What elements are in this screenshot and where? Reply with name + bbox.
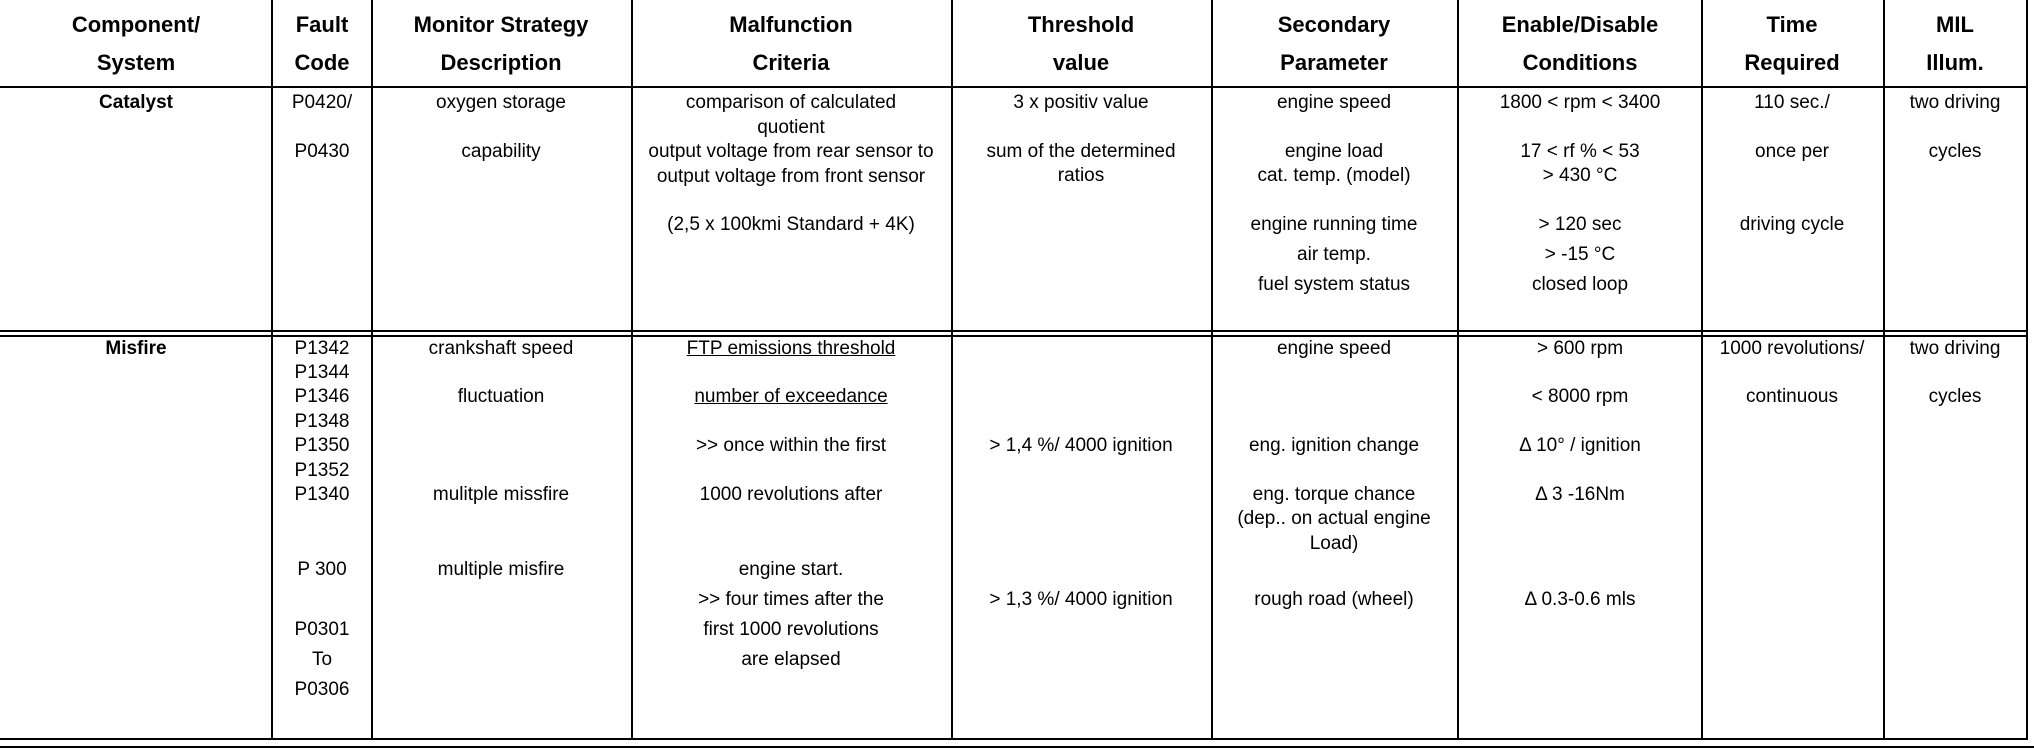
catalyst-criteria: output voltage from rear sensor to output voltage from front sensor — [648, 141, 934, 187]
header-secondary: Secondary — [1277, 12, 1391, 37]
catalyst-time: 110 sec./ — [1754, 92, 1830, 113]
misfire-code: P1350 — [294, 435, 350, 456]
header-code: Code — [294, 50, 350, 75]
catalyst-component: Catalyst — [99, 92, 173, 113]
header-system: System — [96, 50, 176, 75]
misfire-time: continuous — [1746, 386, 1838, 407]
misfire-threshold: > 1,4 %/ 4000 ignition — [989, 435, 1173, 456]
misfire-secondary: eng. ignition change — [1248, 435, 1420, 456]
page-bottom-rule — [0, 746, 2034, 748]
misfire-enable: > 600 rpm — [1536, 338, 1624, 359]
catalyst-enable: > -15 °C — [1544, 244, 1616, 265]
row-divider-line — [0, 330, 2028, 332]
catalyst-enable: closed loop — [1531, 274, 1629, 295]
misfire-code: P0301 — [294, 619, 350, 640]
misfire-secondary: engine speed — [1276, 338, 1392, 359]
header-description: Description — [440, 50, 562, 75]
misfire-time: 1000 revolutions/ — [1719, 338, 1865, 359]
misfire-criteria: FTP emissions threshold — [686, 338, 896, 359]
grid-line — [371, 0, 373, 740]
header-time: Time — [1766, 12, 1818, 37]
catalyst-mil: cycles — [1928, 141, 1982, 162]
header-value: value — [1052, 50, 1110, 75]
misfire-criteria: >> once within the first — [695, 435, 887, 456]
catalyst-enable: 1800 < rpm < 3400 — [1499, 92, 1661, 113]
grid-line — [951, 0, 953, 740]
misfire-criteria: first 1000 revolutions — [703, 619, 879, 640]
header-threshold: Threshold — [1027, 12, 1135, 37]
grid-line — [631, 0, 633, 740]
grid-line — [1211, 0, 1213, 740]
header-fault: Fault — [295, 12, 349, 37]
catalyst-mil: two driving — [1909, 92, 2001, 113]
catalyst-secondary: engine load — [1284, 141, 1384, 162]
catalyst-time: once per — [1755, 141, 1829, 162]
grid-line — [2026, 0, 2028, 740]
catalyst-criteria: comparison of calculated quotient — [685, 92, 897, 138]
catalyst-enable: > 430 °C — [1542, 165, 1618, 186]
header-conditions: Conditions — [1522, 50, 1638, 75]
catalyst-monitor: oxygen storage — [436, 92, 566, 113]
misfire-mil: two driving — [1909, 338, 2001, 359]
header-monitor-strategy: Monitor Strategy — [413, 12, 589, 37]
misfire-threshold: > 1,3 %/ 4000 ignition — [989, 589, 1173, 610]
header-parameter: Parameter — [1280, 50, 1388, 75]
header-criteria: Criteria — [752, 50, 830, 75]
misfire-enable: Δ 3 -16Nm — [1535, 484, 1625, 505]
header-illum: Illum. — [1926, 50, 1984, 75]
misfire-criteria: are elapsed — [741, 649, 841, 670]
misfire-enable: Δ 0.3-0.6 mls — [1524, 589, 1636, 610]
misfire-code: P1352 — [294, 460, 350, 481]
header-rule — [0, 86, 2028, 88]
catalyst-secondary: cat. temp. (model) — [1257, 165, 1411, 186]
catalyst-enable: > 120 sec — [1538, 214, 1622, 235]
misfire-criteria: >> four times after the — [698, 589, 884, 610]
catalyst-threshold: ratios — [1057, 165, 1105, 186]
catalyst-secondary: engine speed — [1276, 92, 1392, 113]
header-malfunction: Malfunction — [729, 12, 853, 37]
catalyst-code: P0420/ — [291, 92, 353, 113]
catalyst-secondary: fuel system status — [1257, 274, 1411, 295]
catalyst-code: P0430 — [294, 141, 350, 162]
misfire-secondary: (dep.. on actual engine Load) — [1237, 508, 1431, 554]
misfire-code: P0306 — [294, 679, 350, 700]
grid-line — [271, 0, 273, 740]
misfire-criteria: number of exceedance — [694, 386, 888, 407]
catalyst-threshold: 3 x positiv value — [1013, 92, 1149, 113]
catalyst-threshold: sum of the determined — [986, 141, 1176, 162]
catalyst-enable: 17 < rf % < 53 — [1520, 141, 1640, 162]
misfire-code: P1346 — [294, 386, 350, 407]
misfire-monitor: multiple misfire — [437, 559, 565, 580]
misfire-criteria: engine start. — [738, 559, 844, 580]
catalyst-time: driving cycle — [1739, 214, 1845, 235]
table-bottom-line — [0, 738, 2028, 740]
misfire-code: P1342 — [294, 338, 350, 359]
grid-line — [1457, 0, 1459, 740]
misfire-enable: < 8000 rpm — [1531, 386, 1629, 407]
misfire-monitor: mulitple missfire — [432, 484, 570, 505]
misfire-secondary: eng. torque chance — [1252, 484, 1416, 505]
header-component: Component/ — [71, 12, 201, 37]
header-enable-disable: Enable/Disable — [1501, 12, 1659, 37]
header-required: Required — [1744, 50, 1840, 75]
grid-line — [1883, 0, 1885, 740]
misfire-monitor: crankshaft speed — [428, 338, 574, 359]
catalyst-secondary: engine running time — [1250, 214, 1418, 235]
misfire-enable: Δ 10° / ignition — [1519, 435, 1641, 456]
catalyst-monitor: capability — [461, 141, 541, 162]
grid-line — [1701, 0, 1703, 740]
misfire-mil: cycles — [1928, 386, 1982, 407]
misfire-component: Misfire — [105, 338, 167, 359]
misfire-code: P1344 — [294, 362, 350, 383]
misfire-code: P 300 — [297, 559, 347, 580]
catalyst-criteria: (2,5 x 100kmi Standard + 4K) — [667, 214, 915, 235]
misfire-monitor: fluctuation — [457, 386, 545, 407]
misfire-code: To — [311, 649, 333, 670]
catalyst-secondary: air temp. — [1297, 244, 1371, 265]
misfire-code: P1348 — [294, 411, 350, 432]
misfire-criteria: 1000 revolutions after — [699, 484, 883, 505]
header-mil: MIL — [1936, 12, 1974, 37]
misfire-code: P1340 — [294, 484, 350, 505]
misfire-secondary: rough road (wheel) — [1254, 589, 1414, 610]
